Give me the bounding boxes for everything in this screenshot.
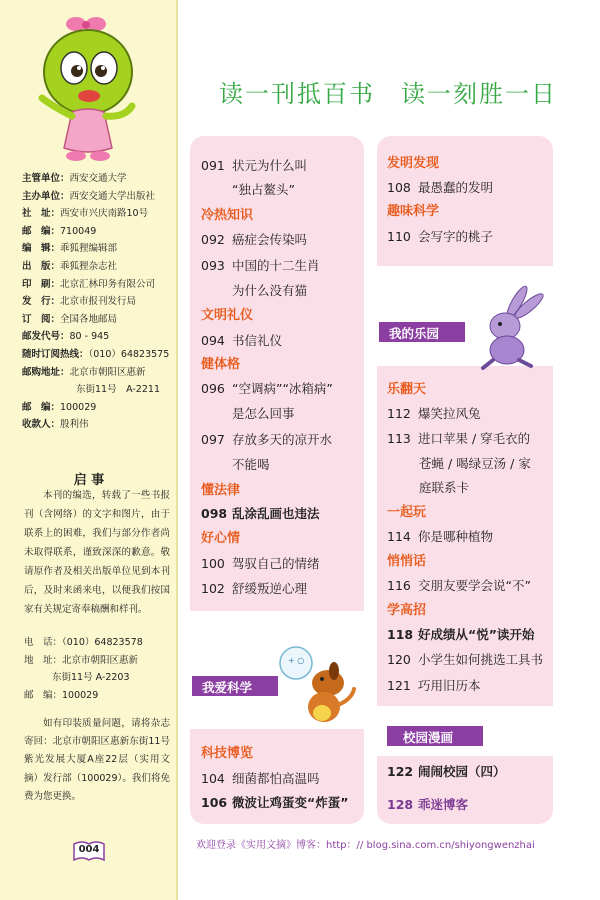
info-row: 主办单位：西安交通大学出版社 bbox=[22, 190, 156, 202]
toc-entry[interactable]: 091 状元为什么叫 bbox=[201, 158, 308, 173]
contact-address: 地 址：北京市朝阳区惠新 bbox=[24, 654, 139, 666]
toc-entry[interactable]: 098 乱涂乱画也违法 bbox=[201, 506, 320, 521]
toc-entry-continued: 为什么没有猫 bbox=[232, 283, 308, 298]
contact-info bbox=[24, 634, 174, 704]
toc-entry[interactable]: 112 爆笑拉风兔 bbox=[387, 406, 481, 421]
blog-link[interactable]: 欢迎登录《实用文摘》博客：http：// blog.sina.com.cn/shiyongwenzhai bbox=[196, 840, 535, 851]
toc-entry-continued: “独占鳌头” bbox=[232, 182, 295, 197]
column-banner: 我的乐园 bbox=[379, 322, 465, 342]
section-heading: 文明礼仪 bbox=[201, 308, 254, 323]
toc-entry[interactable]: 116 交朋友要学会说“不” bbox=[387, 578, 531, 593]
toc-panel-right bbox=[377, 136, 553, 824]
page-number: 004 bbox=[78, 844, 100, 855]
toc-entry[interactable]: 092 癌症会传染吗 bbox=[201, 232, 308, 247]
section-heading: 发明发现 bbox=[387, 156, 440, 171]
section-heading: 乐翻天 bbox=[387, 382, 427, 397]
masthead-info bbox=[22, 170, 172, 434]
info-row: 邮发代号：80 - 945 bbox=[22, 331, 110, 343]
toc-entry-continued: 庭联系卡 bbox=[419, 480, 470, 495]
section-heading: 懂法律 bbox=[201, 483, 241, 498]
info-row: 主管单位：西安交通大学 bbox=[22, 173, 127, 184]
info-row: 编 辑：乖狐狸编辑部 bbox=[22, 243, 118, 255]
section-heading: 趣味科学 bbox=[387, 204, 440, 219]
contact-zip: 邮 编：100029 bbox=[24, 689, 99, 701]
toc-entry[interactable]: 110 会写字的桃子 bbox=[387, 229, 494, 244]
info-row: 收款人：殷利伟 bbox=[22, 419, 89, 431]
info-row: 邮购地址：北京市朝阳区惠新 bbox=[22, 366, 146, 378]
toc-entry[interactable]: 120 小学生如何挑选工具书 bbox=[387, 652, 544, 667]
toc-entry[interactable]: 096 “空调病”“冰箱病” bbox=[201, 381, 333, 396]
notice-title: 启 事 bbox=[73, 473, 105, 488]
mascot-illustration bbox=[28, 6, 154, 164]
dog-illustration bbox=[274, 641, 360, 727]
masthead-column bbox=[0, 0, 178, 900]
info-row: 发 行：北京市报刊发行局 bbox=[22, 296, 137, 308]
toc-entry[interactable]: 106 微波让鸡蛋变“炸蛋” bbox=[201, 795, 349, 810]
info-row: 订 阅：全国各地邮局 bbox=[22, 313, 118, 325]
toc-entry[interactable]: 094 书信礼仪 bbox=[201, 333, 283, 348]
toc-entry-continued: 不能喝 bbox=[232, 457, 270, 472]
section-heading: 好心情 bbox=[201, 531, 241, 546]
toc-entry[interactable]: 121 巧用旧历本 bbox=[387, 678, 481, 693]
toc-entry[interactable]: 102 舒缓叛逆心理 bbox=[201, 581, 308, 596]
info-row: 社 址：西安市兴庆南路10号 bbox=[22, 208, 149, 220]
rabbit-illustration bbox=[473, 284, 551, 370]
notice-body: 本刊的编选，转载了一些书报刊（含网络）的文字和图片，由于联系上的困难，我们与部分作者尚未取得联系，谨致深深的歉意。敬请原作者及相关出版单位见到本刊后，及时来函来电，以便我们按国家有关规定寄奉稿酬和样刊。 bbox=[24, 490, 170, 615]
info-row: 随时订阅热线：（010）64823575 bbox=[22, 348, 170, 360]
quality-notice: 如有印装质量问题，请将杂志寄回：北京市朝阳区惠新东街11号紫光发展大厦A座22层（实用文摘）发行部（100029）。我们将免费为您更换。 bbox=[24, 718, 170, 802]
toc-entry[interactable]: 108 最愚蠢的发明 bbox=[387, 180, 494, 195]
toc-panel-left bbox=[190, 136, 364, 824]
toc-entry-continued: 苍蝇 / 喝绿豆汤 / 家 bbox=[419, 456, 531, 471]
svg-text:+ ○: + ○ bbox=[288, 656, 305, 665]
section-heading: 学高招 bbox=[387, 603, 427, 618]
toc-entry[interactable]: 113 进口苹果 / 穿毛衣的 bbox=[387, 431, 531, 446]
toc-entry[interactable]: 104 细菌都怕高温吗 bbox=[201, 771, 320, 786]
info-row: 印 刷：北京汇林印务有限公司 bbox=[22, 278, 156, 290]
column-banner: 我爱科学 bbox=[192, 676, 278, 696]
page-number-badge bbox=[72, 840, 106, 862]
info-row: 邮 编：710049 bbox=[22, 225, 97, 237]
toc-entry[interactable]: 100 驾驭自己的情绪 bbox=[201, 556, 320, 571]
section-heading: 健体格 bbox=[201, 357, 241, 372]
section-heading: 悄悄话 bbox=[387, 554, 427, 569]
headline-slogan: 读一刊抵百书 读一刻胜一日 bbox=[219, 80, 557, 108]
toc-entry[interactable]: 093 中国的十二生肖 bbox=[201, 258, 320, 273]
section-heading: 冷热知识 bbox=[201, 208, 254, 223]
contact-phone: 电 话：（010）64823578 bbox=[24, 637, 143, 648]
section-heading: 一起玩 bbox=[387, 505, 427, 520]
info-row: 出 版：乖狐狸杂志社 bbox=[22, 260, 118, 272]
column-banner: 校园漫画 bbox=[387, 726, 483, 746]
toc-entry[interactable]: 097 存放多天的凉开水 bbox=[201, 432, 333, 447]
toc-entry-continued: 是怎么回事 bbox=[232, 406, 295, 421]
info-row: 邮 编：100029 bbox=[22, 401, 97, 413]
section-heading: 科技博览 bbox=[201, 746, 254, 761]
contact-address-continued: 东街11号 A-2203 bbox=[52, 672, 130, 683]
toc-entry[interactable]: 118 好成绩从“悦”读开始 bbox=[387, 627, 535, 642]
toc-entry[interactable]: 122 闹闹校园（四） bbox=[387, 764, 506, 779]
info-row-continued: 东街11号 A-2211 bbox=[76, 384, 160, 396]
toc-entry[interactable]: 128 乖迷博客 bbox=[387, 797, 469, 812]
toc-entry[interactable]: 114 你是哪种植物 bbox=[387, 529, 494, 544]
